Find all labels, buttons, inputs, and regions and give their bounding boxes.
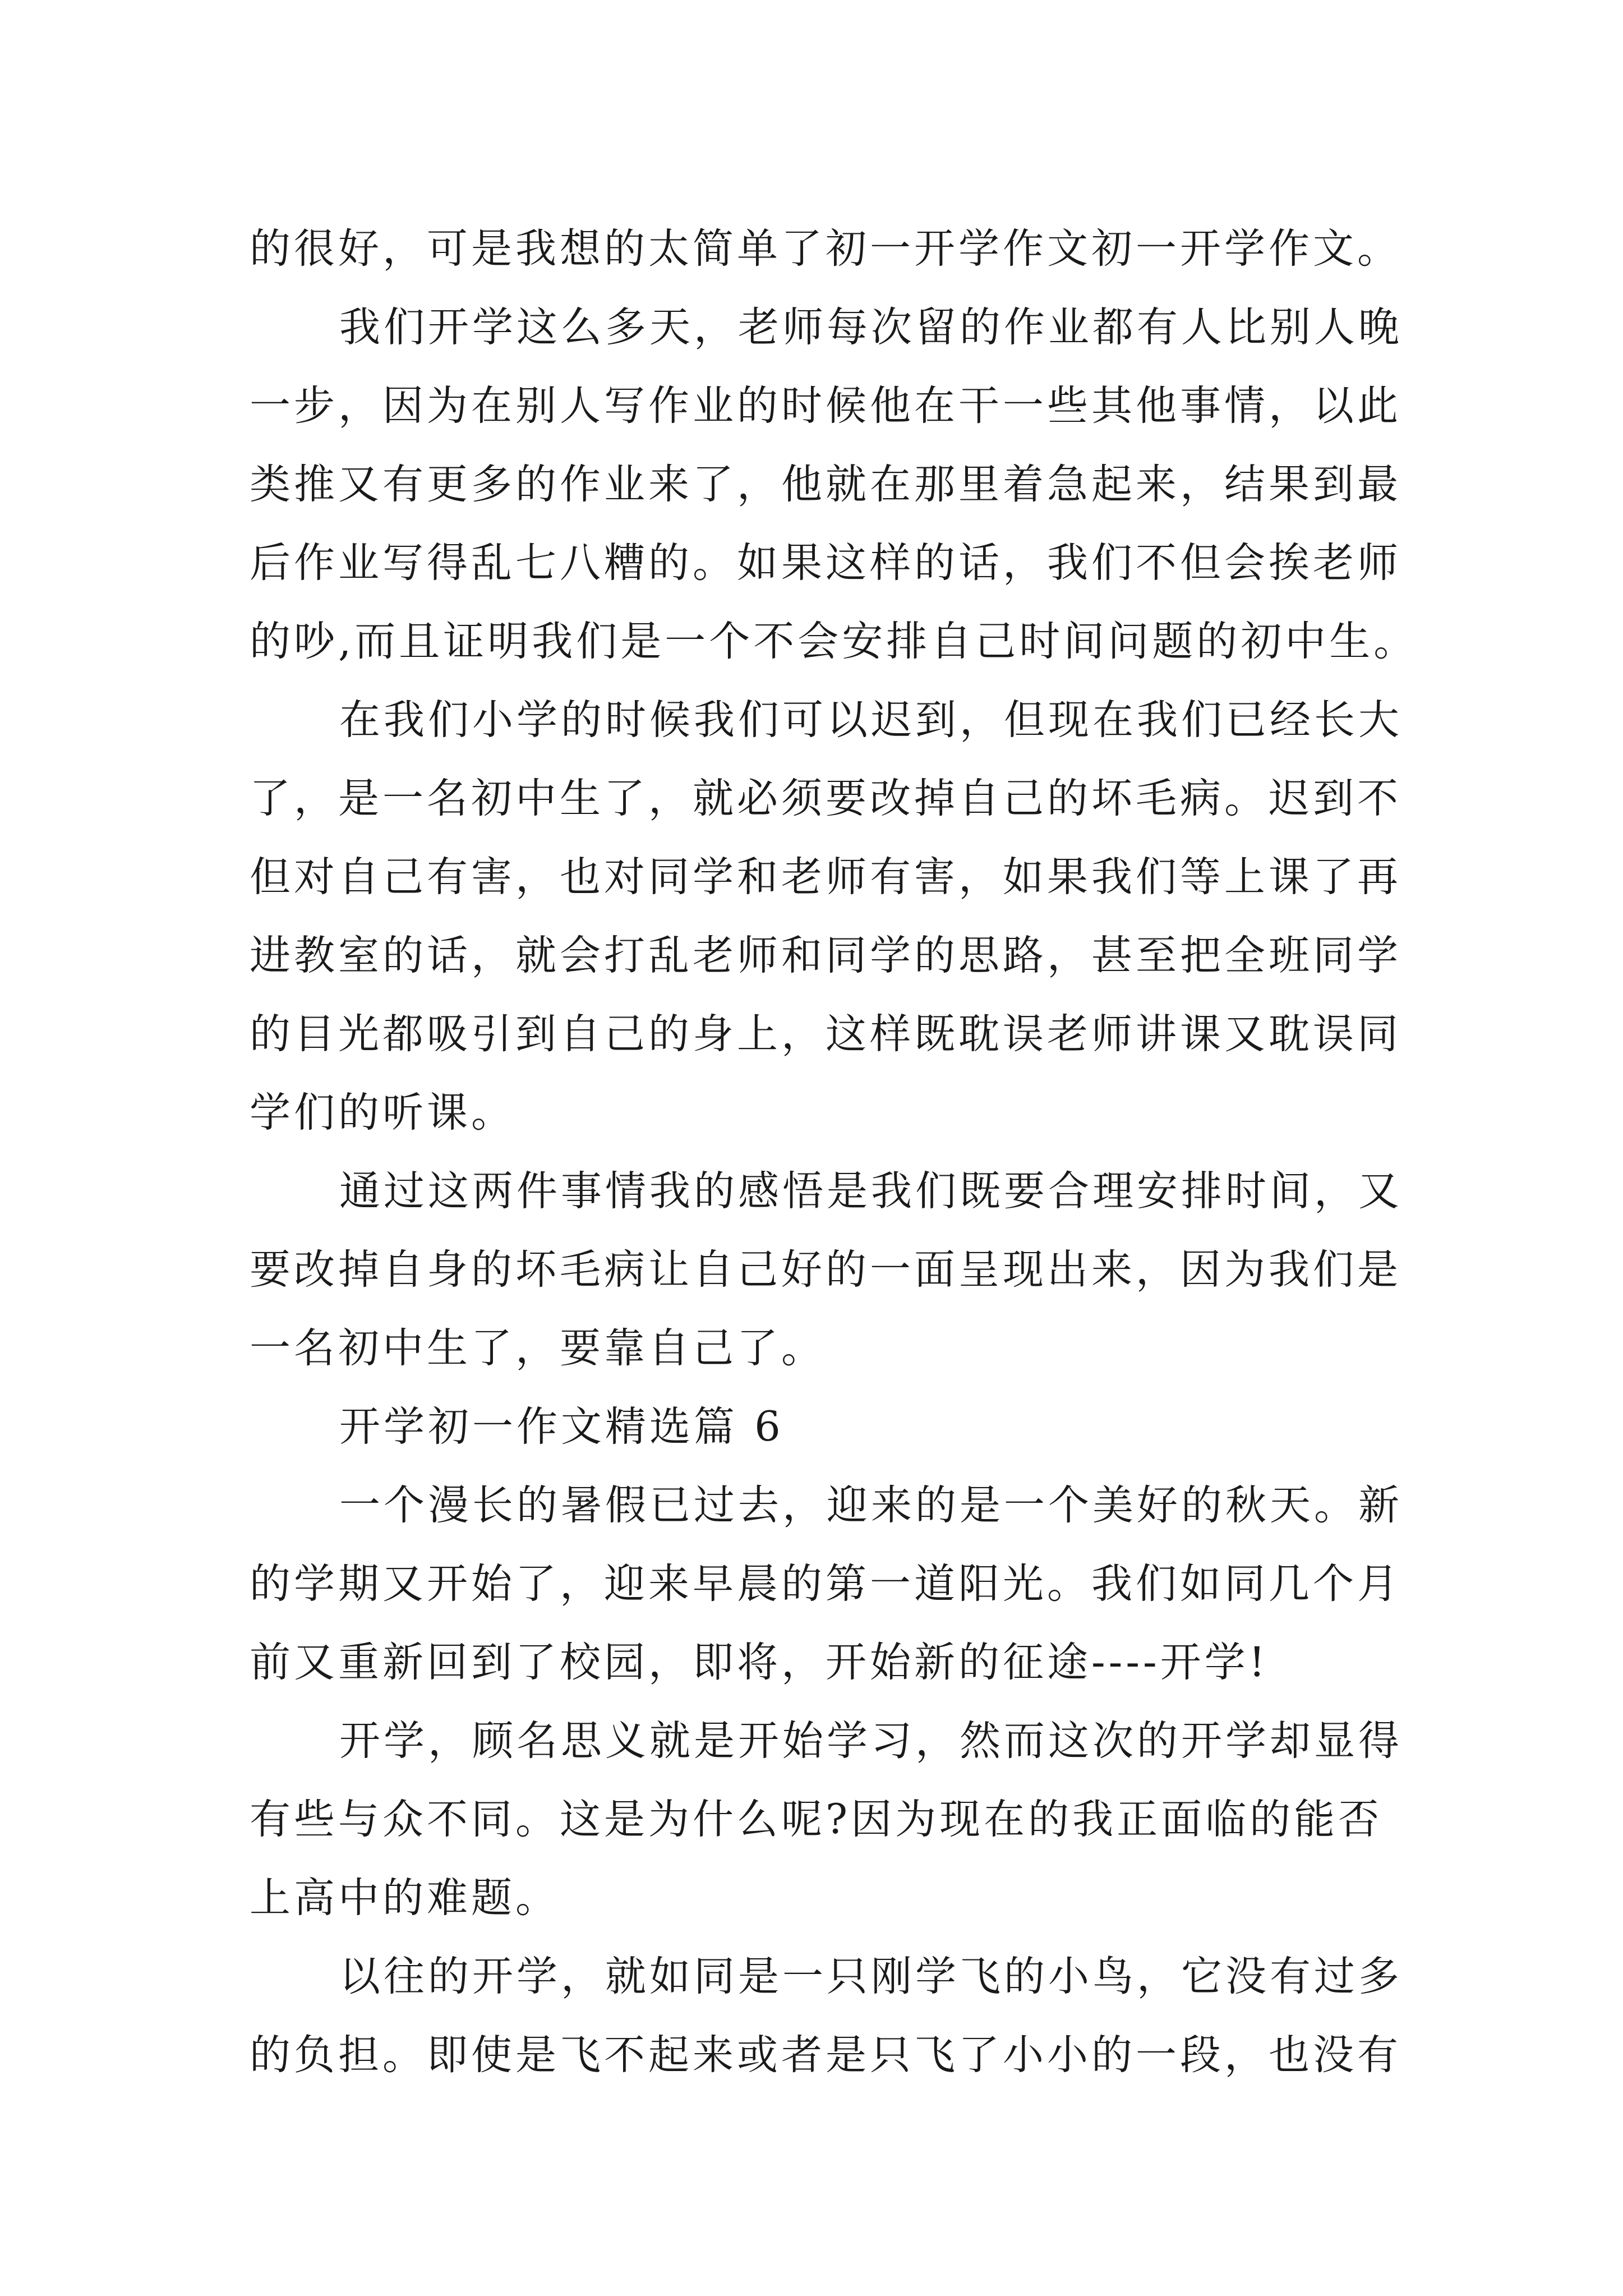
text-line-8: 了，是一名初中生了，就必须要改掉自己的坏毛病。迟到不 — [250, 775, 1401, 822]
text-line-18: 的学期又开始了，迎来早晨的第一道阳光。我们如同几个月 — [250, 1560, 1401, 1608]
text-line-11: 的目光都吸引到自己的身上，这样既耽误老师讲课又耽误同 — [250, 1010, 1401, 1058]
section-heading: 开学初一作文精选篇 6 — [339, 1403, 784, 1451]
text-line-24: 的负担。即使是飞不起来或者是只飞了小小的一段，也没有 — [250, 2031, 1401, 2079]
text-line-21: 有些与众不同。这是为什么呢?因为现在的我正面临的能否 — [250, 1796, 1383, 1843]
text-line-20: 开学，顾名思义就是开始学习，然而这次的开学却显得 — [339, 1717, 1403, 1765]
text-line-23: 以往的开学，就如同是一只刚学飞的小鸟，它没有过多 — [339, 1953, 1403, 2000]
text-line-5: 后作业写得乱七八糟的。如果这样的话，我们不但会挨老师 — [250, 539, 1401, 587]
text-line-7: 在我们小学的时候我们可以迟到，但现在我们已经长大 — [339, 696, 1403, 744]
text-line-10: 进教室的话，就会打乱老师和同学的思路，甚至把全班同学 — [250, 932, 1401, 979]
text-line-1: 的很好，可是我想的太简单了初一开学作文初一开学作文。 — [250, 225, 1401, 273]
text-line-17: 一个漫长的暑假已过去，迎来的是一个美好的秋天。新 — [339, 1481, 1403, 1529]
text-line-9: 但对自己有害，也对同学和老师有害，如果我们等上课了再 — [250, 853, 1401, 901]
text-line-12: 学们的听课。 — [250, 1089, 515, 1137]
text-line-14: 要改掉自身的坏毛病让自己好的一面呈现出来，因为我们是 — [250, 1246, 1401, 1294]
text-line-19: 前又重新回到了校园，即将，开始新的征途----开学! — [250, 1639, 1269, 1686]
text-line-15: 一名初中生了，要靠自己了。 — [250, 1324, 826, 1372]
text-line-6: 的吵,而且证明我们是一个不会安排自己时间问题的初中生。 — [250, 618, 1418, 665]
body-text — [250, 210, 1418, 2095]
text-line-13: 通过这两件事情我的感悟是我们既要合理安排时间，又 — [339, 1167, 1403, 1215]
text-line-2: 我们开学这么多天，老师每次留的作业都有人比别人晚 — [339, 303, 1403, 351]
text-line-22: 上高中的难题。 — [250, 1874, 560, 1922]
text-line-4: 类推又有更多的作业来了，他就在那里着急起来，结果到最 — [250, 461, 1401, 508]
text-line-3: 一步，因为在别人写作业的时候他在干一些其他事情，以此 — [250, 382, 1401, 430]
